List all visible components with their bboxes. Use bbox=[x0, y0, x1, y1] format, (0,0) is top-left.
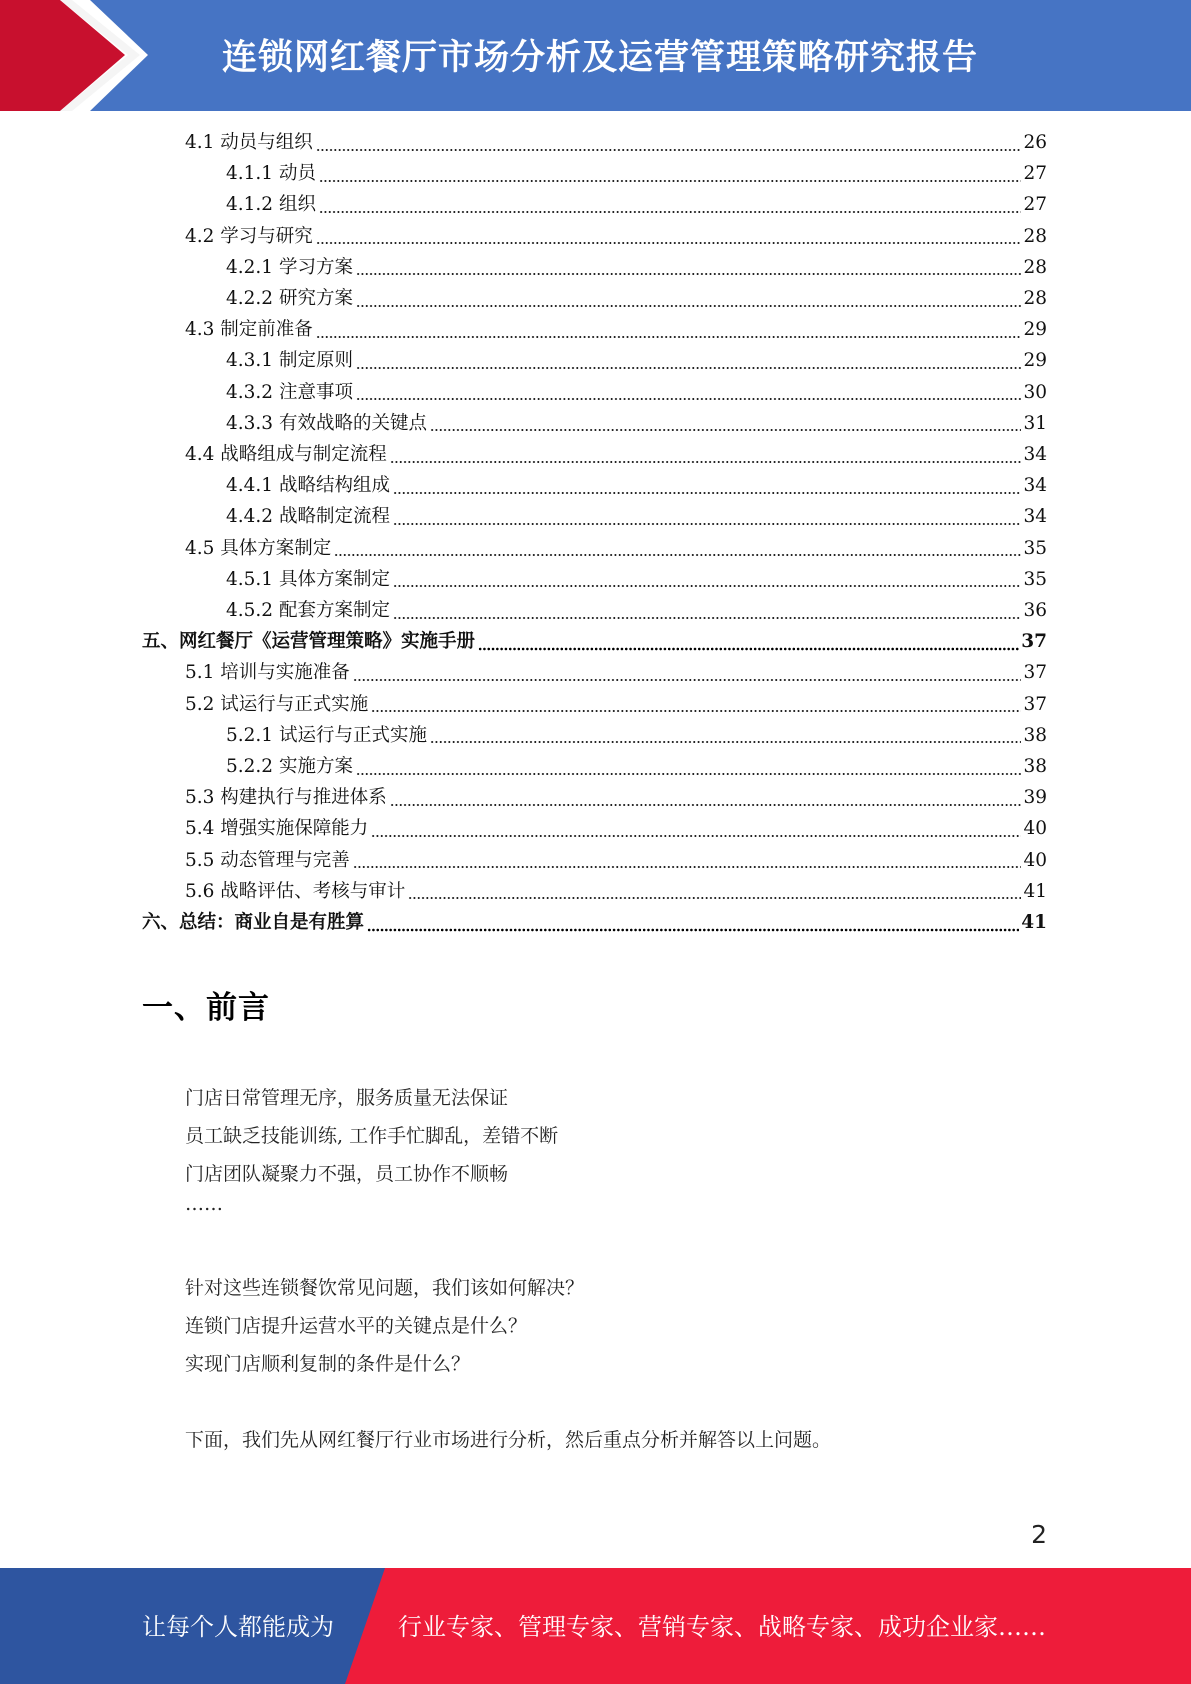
toc-entry[interactable] bbox=[185, 658, 1047, 689]
page-number: 2 bbox=[1031, 1520, 1047, 1549]
toc-entry-page: 37 bbox=[1023, 662, 1047, 684]
toc-entry[interactable] bbox=[226, 284, 1047, 315]
toc-dot-leader bbox=[353, 664, 1022, 684]
toc-dot-leader bbox=[356, 352, 1022, 372]
toc-entry[interactable] bbox=[226, 596, 1047, 627]
toc-entry-label: 4.2.2 研究方案 bbox=[226, 288, 353, 309]
toc-entry[interactable] bbox=[226, 378, 1047, 409]
toc-entry-label: 4.4.2 战略制定流程 bbox=[226, 506, 390, 528]
footer-slogan-right: 行业专家、管理专家、营销专家、战略专家、成功企业家…… bbox=[398, 1613, 1046, 1641]
toc-dot-leader bbox=[353, 851, 1022, 871]
toc-entry-label: 4.2 学习与研究 bbox=[185, 225, 313, 247]
toc-dot-leader bbox=[430, 414, 1021, 434]
toc-entry-label: 5.4 增强实施保障能力 bbox=[185, 818, 369, 840]
toc-entry-page: 35 bbox=[1023, 537, 1047, 559]
toc-entry-page: 28 bbox=[1023, 225, 1047, 247]
toc-entry-page: 34 bbox=[1023, 444, 1047, 465]
toc-entry-page: 28 bbox=[1023, 256, 1047, 278]
header-arrow-decoration bbox=[0, 0, 160, 111]
toc-entry-page: 36 bbox=[1023, 600, 1047, 621]
toc-dot-leader bbox=[319, 165, 1022, 185]
toc-entry-page: 40 bbox=[1023, 818, 1047, 840]
toc-dot-leader bbox=[356, 258, 1022, 278]
footer-slogan-left: 让每个人都能成为 bbox=[142, 1613, 334, 1641]
toc-entry-label: 5.6 战略评估、考核与审计 bbox=[185, 880, 406, 902]
toc-entry[interactable] bbox=[226, 752, 1047, 783]
toc-entry-label: 五、网红餐厅《运营管理策略》实施手册 bbox=[142, 631, 476, 653]
toc-entry-label: 4.3.2 注意事项 bbox=[226, 381, 353, 403]
toc-dot-leader bbox=[478, 633, 1019, 653]
toc-entry-label: 4.2.1 学习方案 bbox=[226, 256, 353, 278]
body-paragraph-line: 员工缺乏技能训练, 工作手忙脚乱，差错不断 bbox=[185, 1125, 559, 1147]
toc-dot-leader bbox=[393, 602, 1021, 622]
toc-entry-page: 39 bbox=[1023, 787, 1047, 809]
toc-entry-label: 5.2.1 试运行与正式实施 bbox=[226, 724, 427, 746]
question-line: 针对这些连锁餐饮常见问题，我们该如何解决？ bbox=[185, 1277, 585, 1299]
toc-entry[interactable] bbox=[226, 409, 1047, 440]
toc-dot-leader bbox=[356, 758, 1022, 778]
toc-dot-leader bbox=[430, 726, 1021, 746]
toc-entry[interactable] bbox=[185, 534, 1047, 565]
toc-entry-label: 六、总结：商业自是有胜算 bbox=[142, 912, 365, 933]
toc-chapter-entry[interactable] bbox=[142, 627, 1047, 658]
toc-entry-label: 5.1 培训与实施准备 bbox=[185, 662, 350, 684]
toc-entry-page: 34 bbox=[1023, 475, 1047, 497]
toc-entry-page: 37 bbox=[1023, 693, 1047, 715]
toc-entry[interactable] bbox=[185, 877, 1047, 908]
report-title: 连锁网红餐厅市场分析及运营管理策略研究报告 bbox=[222, 38, 979, 78]
toc-dot-leader bbox=[371, 820, 1021, 840]
toc-dot-leader bbox=[334, 539, 1021, 559]
toc-entry-label: 4.4 战略组成与制定流程 bbox=[185, 444, 387, 465]
toc-entry[interactable] bbox=[185, 690, 1047, 721]
toc-entry-label: 5.2 试运行与正式实施 bbox=[185, 693, 369, 715]
toc-entry-page: 29 bbox=[1023, 319, 1047, 341]
toc-entry-label: 4.1 动员与组织 bbox=[185, 132, 313, 153]
toc-dot-leader bbox=[319, 196, 1022, 216]
toc-dot-leader bbox=[408, 882, 1021, 902]
toc-entry-label: 5.3 构建执行与推进体系 bbox=[185, 787, 387, 809]
toc-entry-page: 41 bbox=[1021, 912, 1047, 933]
question-line: 连锁门店提升运营水平的关键点是什么？ bbox=[185, 1315, 528, 1337]
body-paragraph-line: 门店日常管理无序，服务质量无法保证 bbox=[185, 1087, 509, 1109]
toc-entry[interactable] bbox=[226, 565, 1047, 596]
toc-entry-page: 30 bbox=[1023, 381, 1047, 403]
toc-dot-leader bbox=[393, 477, 1021, 497]
toc-entry-label: 4.5.2 配套方案制定 bbox=[226, 600, 390, 621]
toc-entry-page: 37 bbox=[1021, 631, 1047, 653]
toc-dot-leader bbox=[390, 789, 1022, 809]
toc-dot-leader bbox=[393, 570, 1021, 590]
toc-entry[interactable] bbox=[185, 783, 1047, 814]
toc-dot-leader bbox=[390, 446, 1022, 466]
toc-entry-page: 41 bbox=[1023, 880, 1047, 902]
toc-entry-label: 4.3.3 有效战略的关键点 bbox=[226, 412, 427, 434]
toc-entry-page: 38 bbox=[1023, 756, 1047, 777]
toc-dot-leader bbox=[393, 508, 1021, 528]
toc-entry[interactable] bbox=[185, 814, 1047, 845]
toc-entry[interactable] bbox=[226, 253, 1047, 284]
toc-entry-label: 4.5.1 具体方案制定 bbox=[226, 568, 390, 590]
section-heading: 一、前言 bbox=[142, 990, 270, 1026]
toc-entry[interactable] bbox=[185, 315, 1047, 346]
page-header bbox=[0, 0, 1191, 111]
toc-entry-page: 34 bbox=[1023, 506, 1047, 528]
toc-entry[interactable] bbox=[185, 222, 1047, 253]
toc-entry-page: 38 bbox=[1023, 724, 1047, 746]
question-line: 实现门店顺利复制的条件是什么？ bbox=[185, 1353, 471, 1375]
toc-entry-page: 27 bbox=[1023, 163, 1047, 185]
toc-entry[interactable] bbox=[226, 190, 1047, 221]
ellipsis-line: …… bbox=[185, 1193, 223, 1215]
toc-entry-label: 4.1.2 组织 bbox=[226, 194, 316, 216]
toc-dot-leader bbox=[356, 383, 1022, 403]
toc-entry[interactable] bbox=[226, 159, 1047, 190]
toc-entry-page: 28 bbox=[1023, 288, 1047, 309]
toc-entry-label: 4.5 具体方案制定 bbox=[185, 537, 332, 559]
toc-entry-page: 26 bbox=[1023, 132, 1047, 153]
toc-entry[interactable] bbox=[226, 502, 1047, 533]
toc-entry-page: 31 bbox=[1023, 412, 1047, 434]
toc-entry-label: 5.5 动态管理与完善 bbox=[185, 849, 350, 871]
toc-entry-label: 4.1.1 动员 bbox=[226, 163, 316, 185]
toc-entry[interactable] bbox=[226, 471, 1047, 502]
toc-dot-leader bbox=[316, 321, 1022, 341]
toc-chapter-entry[interactable] bbox=[142, 908, 1047, 939]
toc-dot-leader bbox=[356, 290, 1022, 310]
page-footer bbox=[0, 1568, 1191, 1684]
toc-entry[interactable] bbox=[185, 128, 1047, 159]
toc-dot-leader bbox=[367, 914, 1019, 934]
body-paragraph-line: 门店团队凝聚力不强，员工协作不顺畅 bbox=[185, 1163, 509, 1185]
toc-entry[interactable] bbox=[185, 846, 1047, 877]
toc-entry-page: 40 bbox=[1023, 849, 1047, 871]
toc-entry-label: 4.4.1 战略结构组成 bbox=[226, 475, 390, 497]
intro-line: 下面，我们先从网红餐厅行业市场进行分析，然后重点分析并解答以上问题。 bbox=[185, 1429, 832, 1451]
toc-dot-leader bbox=[316, 227, 1022, 247]
toc-entry[interactable] bbox=[226, 721, 1047, 752]
toc-entry-label: 4.3 制定前准备 bbox=[185, 319, 313, 341]
toc-entry[interactable] bbox=[185, 440, 1047, 471]
toc-entry-page: 27 bbox=[1023, 194, 1047, 216]
toc-dot-leader bbox=[371, 695, 1021, 715]
toc-dot-leader bbox=[316, 134, 1022, 154]
toc-entry[interactable] bbox=[226, 346, 1047, 377]
toc-entry-page: 29 bbox=[1023, 350, 1047, 372]
toc-entry-label: 4.3.1 制定原则 bbox=[226, 350, 353, 372]
toc-entry-page: 35 bbox=[1023, 568, 1047, 590]
toc-entry-label: 5.2.2 实施方案 bbox=[226, 756, 353, 777]
